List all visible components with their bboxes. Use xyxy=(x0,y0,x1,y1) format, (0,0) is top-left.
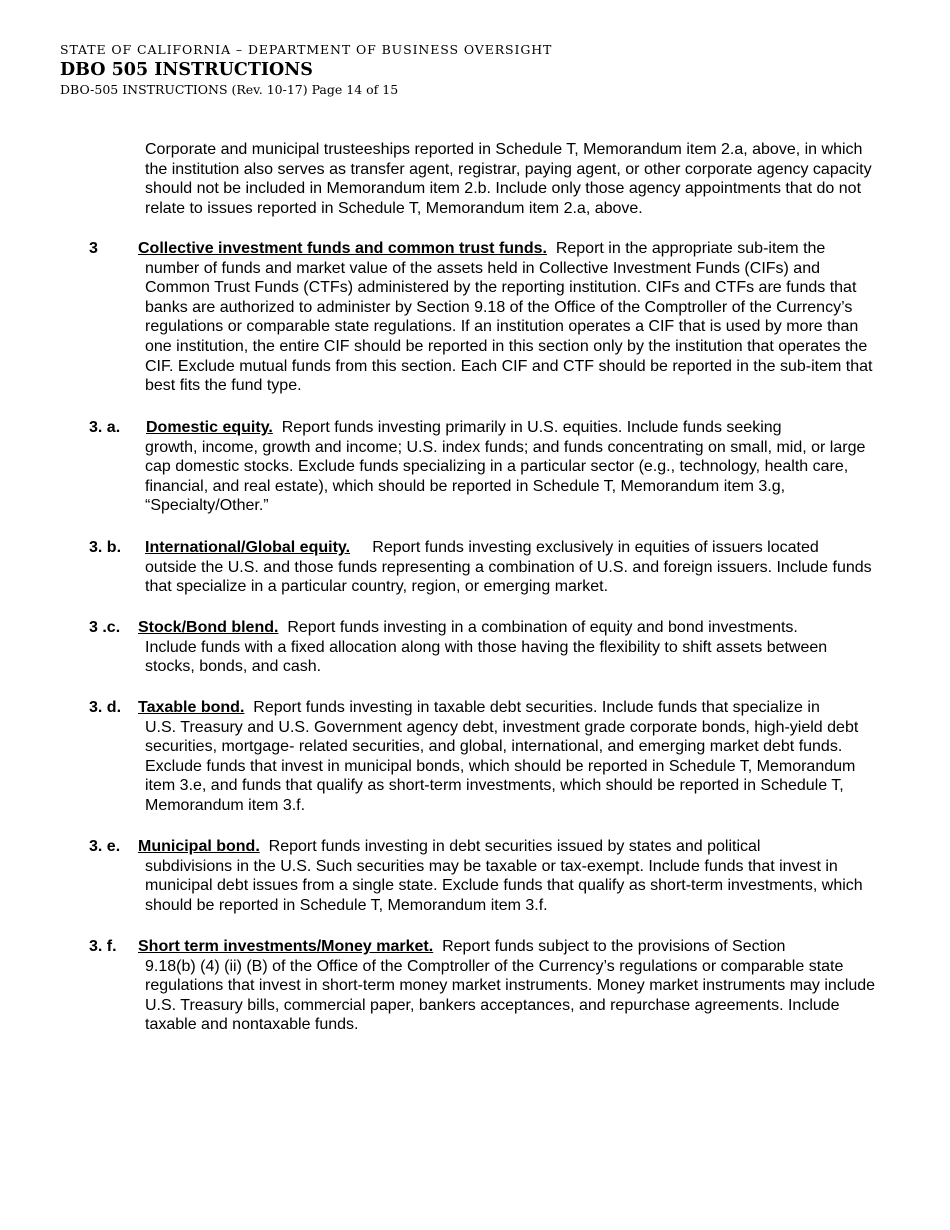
item-heading: Taxable bond. xyxy=(138,699,245,716)
item-lead: Report funds investing exclusively in equities of issuers located xyxy=(372,539,819,556)
item-lead: Report in the appropriate sub-item the xyxy=(555,240,826,257)
document-header xyxy=(60,42,552,98)
item-first-line xyxy=(138,937,785,957)
item-body: subdivisions in the U.S. Such securities may be taxable or tax-exempt. Include funds that invest in municipal debt issues from a single state. Exclude funds that qualify as short-term investments, which should be reported in Schedule T, Memorandum item 3.f. xyxy=(145,857,863,914)
item-number: 3. f. xyxy=(89,938,117,955)
revision-page-info: DBO-505 INSTRUCTIONS (Rev. 10-17) Page 14 of 15 xyxy=(60,82,399,97)
item-number: 3. e. xyxy=(89,838,121,855)
item-heading: Short term investments/Money market. xyxy=(138,938,434,955)
item-heading: Stock/Bond blend. xyxy=(138,619,279,636)
item-number: 3 xyxy=(89,240,98,257)
item-heading: International/Global equity. xyxy=(145,539,351,556)
item-first-line xyxy=(146,418,782,438)
item-first-line xyxy=(138,239,825,259)
item-body: number of funds and market value of the assets held in Collective Investment Funds (CIFs) and Common Trust Funds (CTFs) administered by the reporting institution. CIFs and CTFs are funds that banks are authorized to administer by Section 9.18 of the Office of the Comptroller of the Currency’s regulations or comparable state regulations. If an institution operates a CIF that is used by more than one institution, the entire CIF should be reported in this section only by the institution that operates the CIF. Exclude mutual funds from this section. Each CIF and CTF should be reported in the sub-item that best fits the fund type. xyxy=(145,259,873,395)
item-body: outside the U.S. and those funds representing a combination of U.S. and foreign issuers. Include funds that specialize in a particular country, region, or emerging market. xyxy=(145,558,872,596)
item-number: 3. a. xyxy=(89,419,121,436)
item-body: 9.18(b) (4) (ii) (B) of the Office of the Comptroller of the Currency’s regulations or comparable state regulations that invest in short-term money market instruments. Money market instruments may include U.S. Treasury bills, commercial paper, bankers acceptances, and repurchase agreements. Include taxable and nontaxable funds. xyxy=(145,957,876,1034)
item-heading: Municipal bond. xyxy=(138,838,260,855)
item-number: 3 .c. xyxy=(89,619,121,636)
item-lead: Report funds investing in taxable debt securities. Include funds that specialize in xyxy=(253,699,820,716)
document-title: DBO 505 INSTRUCTIONS xyxy=(60,60,313,80)
item-body: U.S. Treasury and U.S. Government agency debt, investment grade corporate bonds, high-yield debt securities, mortgage- related securities, and global, international, and emerging market debt funds. Exclude funds that invest in municipal bonds, which should be reported in Schedule T, Memorandum item 3.e, and funds that qualify as short-term investments, which should be reported in Schedule T, Memorandum item 3.f. xyxy=(145,718,859,814)
item-number: 3. b. xyxy=(89,539,122,556)
item-lead: Report funds investing primarily in U.S. equities. Include funds seeking xyxy=(281,419,782,436)
item-first-line xyxy=(138,837,760,857)
item-lead: Report funds investing in debt securities issued by states and political xyxy=(268,838,761,855)
item-heading: Collective investment funds and common trust funds. xyxy=(138,240,547,257)
item-first-line xyxy=(138,698,820,718)
item-first-line xyxy=(145,538,819,558)
item-body: growth, income, growth and income; U.S. index funds; and funds concentrating on small, mid, or large cap domestic stocks. Exclude funds specializing in a particular sector (e.g., technology, health care, financial, and real estate), which should be reported in Schedule T, Memorandum item 3.g, “Specialty/Other.” xyxy=(145,438,866,515)
agency-name: STATE OF CALIFORNIA – DEPARTMENT OF BUSINESS OVERSIGHT xyxy=(60,42,553,57)
item-number: 3. d. xyxy=(89,699,122,716)
item-lead: Report funds subject to the provisions of Section xyxy=(442,938,786,955)
item-heading: Domestic equity. xyxy=(146,419,273,436)
item-first-line xyxy=(138,618,798,638)
item-lead: Report funds investing in a combination of equity and bond investments. xyxy=(287,619,798,636)
intro-paragraph: Corporate and municipal trusteeships reported in Schedule T, Memorandum item 2.a, above, in which the institution also serves as transfer agent, registrar, paying agent, or other corporate agency capacity should not be included in Memorandum item 2.b. Include only those agency appointments that do not relate to issues reported in Schedule T, Memorandum item 2.a, above. xyxy=(145,141,872,217)
item-body: Include funds with a fixed allocation along with those having the flexibility to shift assets between stocks, bonds, and cash. xyxy=(145,638,828,676)
